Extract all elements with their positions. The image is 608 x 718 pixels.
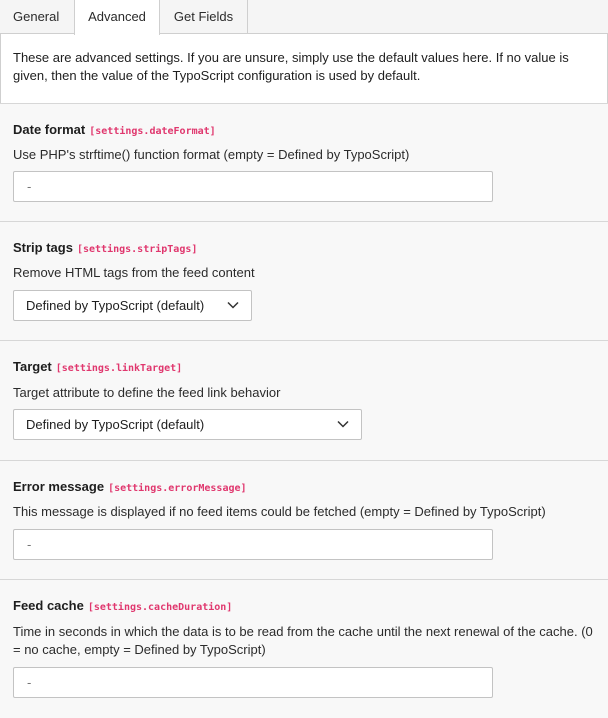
feed-cache-key: [settings.cacheDuration] bbox=[87, 602, 233, 613]
strip-tags-label bbox=[13, 240, 197, 255]
strip-tags-selected-value: Defined by TypoScript (default) bbox=[26, 298, 205, 313]
chevron-down-icon bbox=[227, 300, 239, 310]
feed-cache-description: Time in seconds in which the data is to be read from the cache until the next renewal of the cache. (0 = no cache, empty = Defined by TypoScript) bbox=[13, 624, 593, 657]
tab-general[interactable]: General bbox=[13, 9, 60, 24]
feed-cache-title: Feed cache bbox=[13, 598, 84, 613]
intro-text: These are advanced settings. If you are unsure, simply use the default values here. If no value is given, then the value of the TypoScript configuration is used by default. bbox=[13, 50, 569, 83]
chevron-down-icon bbox=[337, 419, 349, 429]
error-message-key: [settings.errorMessage] bbox=[108, 483, 247, 494]
error-message-field[interactable] bbox=[13, 529, 493, 560]
target-label bbox=[13, 359, 182, 374]
target-key: [settings.linkTarget] bbox=[55, 363, 183, 374]
date-format-label bbox=[13, 122, 216, 137]
date-format-input[interactable] bbox=[14, 172, 492, 201]
date-format-key: [settings.dateFormat] bbox=[89, 126, 216, 137]
tab-bar bbox=[0, 0, 608, 34]
date-format-title: Date format bbox=[13, 122, 86, 137]
strip-tags-key: [settings.stripTags] bbox=[76, 244, 198, 255]
target-title: Target bbox=[13, 359, 52, 374]
tab-advanced[interactable]: Advanced bbox=[74, 0, 160, 35]
date-format-section bbox=[0, 103, 608, 221]
feed-cache-label bbox=[13, 598, 232, 613]
feed-cache-field[interactable] bbox=[13, 667, 493, 698]
date-format-field[interactable] bbox=[13, 171, 493, 202]
target-selected-value: Defined by TypoScript (default) bbox=[26, 417, 205, 432]
error-message-input[interactable] bbox=[14, 530, 492, 559]
strip-tags-description: Remove HTML tags from the feed content bbox=[13, 265, 255, 280]
error-message-title: Error message bbox=[13, 479, 105, 494]
strip-tags-select[interactable] bbox=[13, 290, 252, 321]
strip-tags-title: Strip tags bbox=[13, 240, 73, 255]
target-section bbox=[0, 340, 608, 460]
target-description: Target attribute to define the feed link behavior bbox=[13, 385, 281, 400]
error-message-description: This message is displayed if no feed items could be fetched (empty = Defined by TypoScript) bbox=[13, 504, 546, 519]
date-format-description: Use PHP's strftime() function format (empty = Defined by TypoScript) bbox=[13, 147, 410, 162]
strip-tags-section bbox=[0, 221, 608, 340]
error-message-label bbox=[13, 479, 247, 494]
tab-get-fields[interactable]: Get Fields bbox=[160, 0, 248, 34]
feed-cache-input[interactable] bbox=[14, 668, 492, 697]
error-message-section bbox=[0, 460, 608, 579]
target-select[interactable] bbox=[13, 409, 362, 440]
feed-cache-section bbox=[0, 579, 608, 718]
